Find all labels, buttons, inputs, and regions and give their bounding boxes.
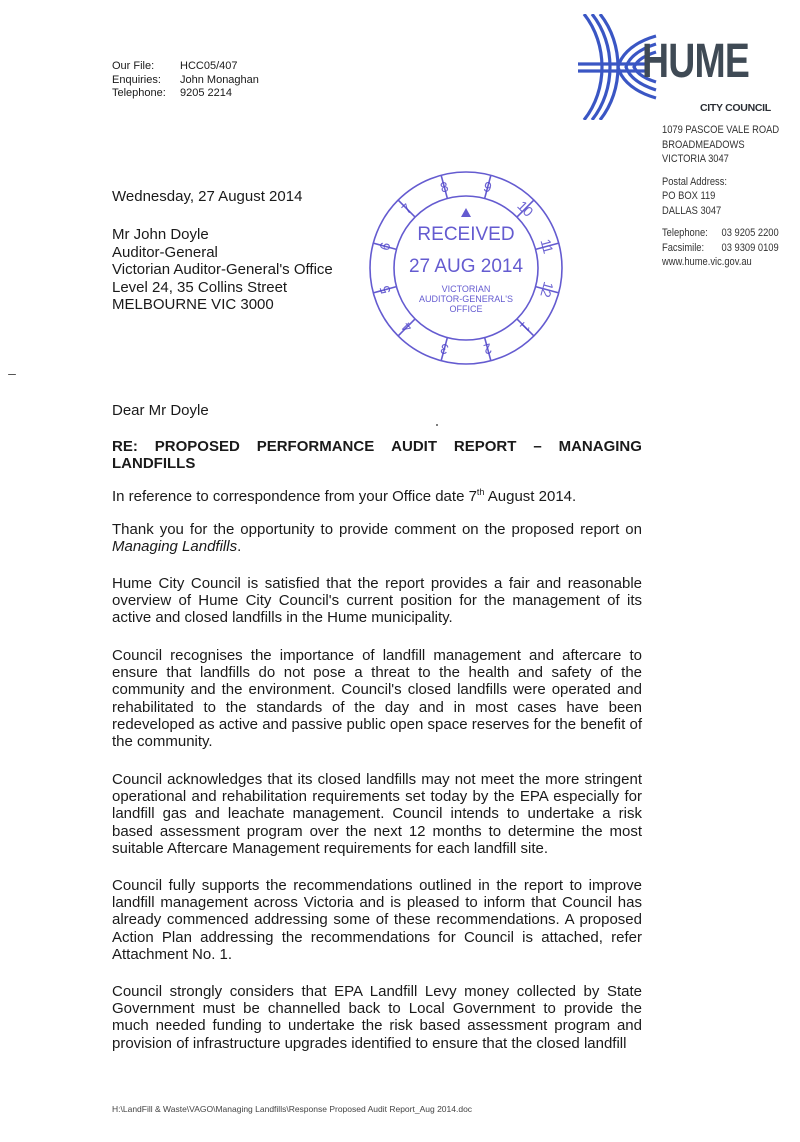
paragraph-text: August 2014.: [484, 488, 577, 505]
stamp-org-line-3: OFFICE: [449, 304, 483, 314]
our-file-label: Our File:: [112, 60, 155, 72]
recipient-line-4: Level 24, 35 Collins Street: [112, 278, 288, 296]
subject-word: –: [533, 438, 542, 455]
stamp-org-line-2: AUDITOR-GENERAL'S: [418, 294, 514, 304]
paragraph-text: Council acknowledges that its closed landfills may not meet the more stringent operational and rehabilitation requirements set today by the EPA especially for landfill gas and leachate management. Council intends to undertake a risk based assessment program over the next 12 months to determine the most suitable Aftercare Management requirements for each landfill site.: [112, 771, 642, 857]
enquiries-value: John Monaghan: [180, 73, 259, 86]
council-telephone-value: 03 9205 2200: [721, 227, 779, 239]
paragraph-text: Thank you for the opportunity to provide comment on the proposed report on: [112, 521, 642, 538]
subject-word: PROPOSED: [154, 438, 240, 455]
footer-file-path: H:\LandFill & Waste\VAGO\Managing Landfills\Response Proposed Audit Report_Aug 2014.doc: [112, 1104, 473, 1114]
recipient-line-1: Mr John Doyle: [112, 226, 209, 243]
street-line-1: 1079 PASCOE VALE ROAD: [662, 124, 780, 136]
paragraph-reference: [112, 484, 642, 505]
stamp-ring-4: 4: [398, 318, 416, 336]
street-line-2: BROADMEADOWS: [662, 138, 745, 151]
subject-word: AUDIT: [391, 438, 437, 455]
council-address-block: [662, 123, 800, 270]
subject-word: MANAGING: [558, 438, 642, 455]
recipient-line-3: Victorian Auditor-General's Office: [112, 261, 333, 278]
stamp-ring-7: 7: [398, 200, 416, 218]
stamp-date: 27 AUG 2014: [408, 256, 524, 277]
paragraph-text: Council recognises the importance of landfill management and aftercare to ensure that landfills do not pose a threat to the health and safety of the community and the environment. Council's closed landfills were operated and rehabilitated to the standards of the day and in most cases have been redeveloped as active and passive public open space reserves for the benefit of the community.: [112, 647, 642, 751]
logo-wordmark: HUME: [642, 35, 750, 88]
stamp-org-line-1: VICTORIAN: [441, 284, 491, 294]
report-title-italic: Managing Landfills: [112, 538, 238, 556]
paragraph-text: .: [237, 538, 242, 556]
subject-heading: [112, 438, 642, 472]
council-facsimile-value: 03 9309 0109: [721, 241, 779, 254]
paragraph-text: Hume City Council is satisfied that the report provides a fair and reasonable overview of Hume City Council's current position for the management of its active and closed landfills in the Hume municipality.: [112, 575, 642, 627]
stamp-ring-1: 1: [516, 318, 534, 336]
paragraph-levy: [112, 983, 642, 1052]
paragraph-supports: [112, 877, 642, 963]
our-file-value: HCC05/407: [180, 60, 238, 72]
stamp-ring-3: 3: [438, 340, 451, 358]
ordinal-suffix: th: [476, 487, 485, 497]
stamp-ring-8: 8: [438, 178, 451, 196]
stamp-ring-5: 5: [376, 283, 394, 296]
paragraph-thanks: [112, 521, 642, 555]
stamp-ring-12: 12: [537, 280, 557, 300]
letter-date: Wednesday, 27 August 2014: [112, 188, 303, 205]
recipient-address: [112, 226, 333, 314]
paragraph-text: Council fully supports the recommendations outlined in the report to improve landfill management across Victoria and is pleased to inform that Council has already commenced addressing some of these recommendations. A proposed Action Plan addressing the recommendations for Council is attached, refer Attachment No. 1.: [112, 877, 642, 963]
stamp-ring-6: 6: [376, 240, 394, 253]
stamp-ring-10: 10: [514, 197, 537, 220]
stamp-ring-9: 9: [481, 178, 494, 196]
postal-line-2: DALLAS 3047: [662, 204, 722, 217]
received-stamp: [366, 168, 566, 368]
telephone-label: Telephone:: [112, 87, 166, 99]
stamp-title: RECEIVED: [417, 224, 515, 245]
enquiries-label: Enquiries:: [112, 73, 161, 86]
council-telephone-label: Telephone:: [662, 227, 708, 239]
subject-word: PERFORMANCE: [256, 438, 375, 455]
paragraph-recognises: [112, 647, 642, 750]
stamp-ring-2: 2: [481, 340, 494, 358]
recipient-line-5: MELBOURNE VIC 3000: [112, 296, 274, 313]
scan-mark: [436, 424, 438, 426]
paragraph-text: Council strongly considers that EPA Landfill Levy money collected by State Government must be channelled back to Local Government to provide the much needed funding to undertake the risk based assessment program and provision of infrastructure upgrades identified to ensure that the closed landfill: [112, 983, 642, 1052]
paragraph-acknowledges: [112, 771, 642, 857]
stamp-ring-icon: [366, 168, 566, 368]
stamp-ring-11: 11: [537, 237, 557, 256]
subject-word: RE:: [112, 438, 138, 455]
hume-city-council-logo: [578, 14, 778, 120]
paragraph-text: In reference to correspondence from your Office date 7: [112, 488, 477, 505]
scan-mark: [8, 374, 16, 375]
logo-subtitle: CITY COUNCIL: [700, 102, 771, 114]
salutation: Dear Mr Doyle: [112, 402, 209, 419]
subject-line-2: LANDFILLS: [112, 455, 196, 472]
postal-label: Postal Address:: [662, 175, 727, 188]
subject-word: REPORT: [453, 438, 517, 455]
file-reference-block: [112, 60, 259, 101]
street-line-3: VICTORIA 3047: [662, 153, 729, 165]
postal-line-1: PO BOX 119: [662, 190, 716, 202]
council-website-link[interactable]: www.hume.vic.gov.au: [662, 256, 752, 268]
council-facsimile-label: Facsimile:: [662, 241, 705, 254]
stamp-emblem-icon: [461, 208, 471, 217]
recipient-line-2: Auditor-General: [112, 243, 218, 261]
paragraph-satisfied: [112, 575, 642, 627]
telephone-value: 9205 2214: [180, 87, 232, 99]
